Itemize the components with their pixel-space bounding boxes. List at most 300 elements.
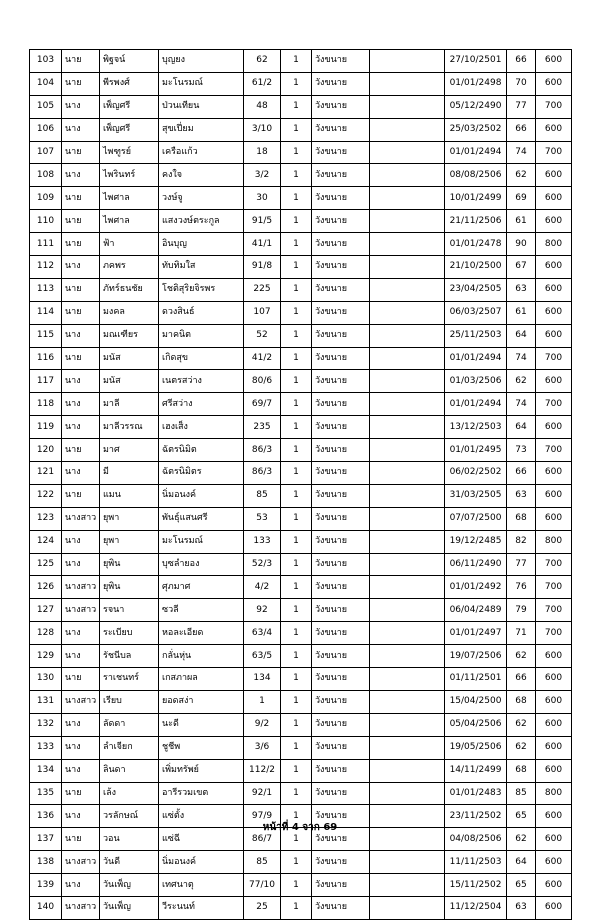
row-number: 103: [30, 50, 62, 73]
row-number: 122: [30, 484, 62, 507]
age: 65: [507, 805, 536, 828]
village-name: วังขนาย: [312, 713, 370, 736]
birth-date: 19/12/2485: [445, 530, 507, 553]
age: 66: [507, 50, 536, 73]
last-name: ป่วนเทียน: [159, 95, 244, 118]
age: 62: [507, 736, 536, 759]
birth-date: 01/01/2483: [445, 782, 507, 805]
allowance-amount: 600: [536, 759, 572, 782]
row-number: 137: [30, 828, 62, 851]
allowance-amount: 700: [536, 347, 572, 370]
row-number: 132: [30, 713, 62, 736]
village-name: วังขนาย: [312, 553, 370, 576]
last-name: เครือแก้ว: [159, 141, 244, 164]
first-name: มาศ: [100, 439, 159, 462]
last-name: เฮงเส็ง: [159, 416, 244, 439]
title-prefix: นาย: [62, 72, 100, 95]
birth-date: 06/02/2502: [445, 462, 507, 485]
blank-cell: [370, 599, 445, 622]
house-number: 91/8: [244, 256, 281, 279]
allowance-amount: 700: [536, 439, 572, 462]
title-prefix: นาง: [62, 622, 100, 645]
table-row: [30, 141, 572, 164]
title-prefix: นาง: [62, 530, 100, 553]
table-row: [30, 896, 572, 919]
title-prefix: นาง: [62, 645, 100, 668]
table-row: [30, 713, 572, 736]
age: 74: [507, 141, 536, 164]
last-name: คงใจ: [159, 164, 244, 187]
row-number: 115: [30, 324, 62, 347]
blank-cell: [370, 141, 445, 164]
last-name: ยอดสง่า: [159, 690, 244, 713]
first-name: ฟ้า: [100, 233, 159, 256]
birth-date: 10/01/2499: [445, 187, 507, 210]
house-number: 86/3: [244, 439, 281, 462]
blank-cell: [370, 782, 445, 805]
first-name: ยุพิน: [100, 576, 159, 599]
house-number: 41/1: [244, 233, 281, 256]
table-row: [30, 645, 572, 668]
allowance-amount: 700: [536, 393, 572, 416]
birth-date: 25/03/2502: [445, 118, 507, 141]
row-number: 129: [30, 645, 62, 668]
first-name: เพ็ญศรี: [100, 95, 159, 118]
village-name: วังขนาย: [312, 668, 370, 691]
last-name: กลั่นหุ่น: [159, 645, 244, 668]
blank-cell: [370, 256, 445, 279]
allowance-amount: 600: [536, 668, 572, 691]
page-number: หน้าที่ 4 จาก 69: [262, 822, 338, 833]
table-row: [30, 416, 572, 439]
title-prefix: นาย: [62, 278, 100, 301]
title-prefix: นาย: [62, 210, 100, 233]
allowance-amount: 700: [536, 599, 572, 622]
house-number: 62: [244, 50, 281, 73]
table-row: [30, 118, 572, 141]
birth-date: 01/01/2495: [445, 439, 507, 462]
village-name: วังขนาย: [312, 805, 370, 828]
moo-number: 1: [281, 393, 312, 416]
row-number: 127: [30, 599, 62, 622]
table-row: [30, 462, 572, 485]
first-name: มี: [100, 462, 159, 485]
last-name: มาคนิต: [159, 324, 244, 347]
table-row: [30, 256, 572, 279]
blank-cell: [370, 72, 445, 95]
house-number: 91/5: [244, 210, 281, 233]
birth-date: 06/03/2507: [445, 301, 507, 324]
moo-number: 1: [281, 370, 312, 393]
first-name: เล้ง: [100, 782, 159, 805]
age: 64: [507, 324, 536, 347]
moo-number: 1: [281, 645, 312, 668]
moo-number: 1: [281, 210, 312, 233]
village-name: วังขนาย: [312, 50, 370, 73]
house-number: 133: [244, 530, 281, 553]
table-row: [30, 484, 572, 507]
birth-date: 01/01/2494: [445, 347, 507, 370]
village-name: วังขนาย: [312, 828, 370, 851]
blank-cell: [370, 301, 445, 324]
moo-number: 1: [281, 782, 312, 805]
first-name: ลินดา: [100, 759, 159, 782]
row-number: 135: [30, 782, 62, 805]
moo-number: 1: [281, 622, 312, 645]
allowance-amount: 600: [536, 278, 572, 301]
row-number: 114: [30, 301, 62, 324]
blank-cell: [370, 164, 445, 187]
title-prefix: นาง: [62, 95, 100, 118]
birth-date: 15/04/2500: [445, 690, 507, 713]
age: 66: [507, 118, 536, 141]
first-name: พีรพงศ์: [100, 72, 159, 95]
age: 68: [507, 690, 536, 713]
house-number: 53: [244, 507, 281, 530]
village-name: วังขนาย: [312, 530, 370, 553]
first-name: ลัดดา: [100, 713, 159, 736]
first-name: มาลีวรรณ: [100, 416, 159, 439]
allowance-amount: 600: [536, 507, 572, 530]
title-prefix: นาย: [62, 439, 100, 462]
moo-number: 1: [281, 759, 312, 782]
last-name: นิ่มอนงค์: [159, 484, 244, 507]
title-prefix: นางสาว: [62, 896, 100, 919]
moo-number: 1: [281, 576, 312, 599]
first-name: พิฐจน์: [100, 50, 159, 73]
first-name: ยุพา: [100, 530, 159, 553]
last-name: บุญยง: [159, 50, 244, 73]
village-name: วังขนาย: [312, 347, 370, 370]
recipients-table: [29, 49, 572, 920]
allowance-amount: 600: [536, 713, 572, 736]
last-name: โชติสุริยจิรพร: [159, 278, 244, 301]
first-name: ยุพา: [100, 507, 159, 530]
first-name: รจนา: [100, 599, 159, 622]
last-name: นะดี: [159, 713, 244, 736]
allowance-amount: 600: [536, 187, 572, 210]
last-name: วงษ์จู: [159, 187, 244, 210]
moo-number: 1: [281, 462, 312, 485]
village-name: วังขนาย: [312, 462, 370, 485]
village-name: วังขนาย: [312, 72, 370, 95]
row-number: 134: [30, 759, 62, 782]
table-row: [30, 782, 572, 805]
age: 62: [507, 645, 536, 668]
first-name: มนัส: [100, 347, 159, 370]
age: 82: [507, 530, 536, 553]
blank-cell: [370, 347, 445, 370]
blank-cell: [370, 324, 445, 347]
village-name: วังขนาย: [312, 118, 370, 141]
table-row: [30, 164, 572, 187]
house-number: 18: [244, 141, 281, 164]
house-number: 52/3: [244, 553, 281, 576]
blank-cell: [370, 736, 445, 759]
row-number: 108: [30, 164, 62, 187]
table-row: [30, 95, 572, 118]
moo-number: 1: [281, 896, 312, 919]
moo-number: 1: [281, 851, 312, 874]
first-name: วันเพ็ญ: [100, 874, 159, 897]
allowance-amount: 600: [536, 896, 572, 919]
village-name: วังขนาย: [312, 599, 370, 622]
allowance-amount: 600: [536, 805, 572, 828]
house-number: 134: [244, 668, 281, 691]
allowance-amount: 600: [536, 874, 572, 897]
row-number: 118: [30, 393, 62, 416]
blank-cell: [370, 393, 445, 416]
allowance-amount: 600: [536, 210, 572, 233]
first-name: แมน: [100, 484, 159, 507]
moo-number: 1: [281, 301, 312, 324]
age: 65: [507, 874, 536, 897]
row-number: 106: [30, 118, 62, 141]
allowance-amount: 600: [536, 736, 572, 759]
title-prefix: นางสาว: [62, 576, 100, 599]
house-number: 9/2: [244, 713, 281, 736]
table-row: [30, 324, 572, 347]
blank-cell: [370, 484, 445, 507]
birth-date: 11/11/2503: [445, 851, 507, 874]
allowance-amount: 600: [536, 324, 572, 347]
birth-date: 01/01/2478: [445, 233, 507, 256]
moo-number: 1: [281, 736, 312, 759]
moo-number: 1: [281, 805, 312, 828]
first-name: มาลี: [100, 393, 159, 416]
house-number: 63/5: [244, 645, 281, 668]
birth-date: 11/12/2504: [445, 896, 507, 919]
house-number: 30: [244, 187, 281, 210]
age: 74: [507, 347, 536, 370]
moo-number: 1: [281, 118, 312, 141]
last-name: แซ่ฉี: [159, 828, 244, 851]
village-name: วังขนาย: [312, 233, 370, 256]
age: 66: [507, 462, 536, 485]
row-number: 131: [30, 690, 62, 713]
blank-cell: [370, 233, 445, 256]
moo-number: 1: [281, 278, 312, 301]
last-name: ชูชีพ: [159, 736, 244, 759]
moo-number: 1: [281, 95, 312, 118]
last-name: นิ่มอนงค์: [159, 851, 244, 874]
village-name: วังขนาย: [312, 484, 370, 507]
house-number: 86/3: [244, 462, 281, 485]
birth-date: 05/04/2506: [445, 713, 507, 736]
last-name: วีระนนท์: [159, 896, 244, 919]
birth-date: 01/01/2492: [445, 576, 507, 599]
birth-date: 19/05/2506: [445, 736, 507, 759]
allowance-amount: 600: [536, 50, 572, 73]
blank-cell: [370, 507, 445, 530]
row-number: 128: [30, 622, 62, 645]
last-name: เทศนาตุ: [159, 874, 244, 897]
blank-cell: [370, 95, 445, 118]
table-row: [30, 187, 572, 210]
birth-date: 15/11/2502: [445, 874, 507, 897]
last-name: อารีรวมเขต: [159, 782, 244, 805]
allowance-amount: 700: [536, 141, 572, 164]
village-name: วังขนาย: [312, 95, 370, 118]
last-name: สุขเปี่ยม: [159, 118, 244, 141]
house-number: 3/2: [244, 164, 281, 187]
house-number: 97/9: [244, 805, 281, 828]
house-number: 69/7: [244, 393, 281, 416]
allowance-amount: 600: [536, 828, 572, 851]
moo-number: 1: [281, 347, 312, 370]
first-name: ระเบียบ: [100, 622, 159, 645]
age: 67: [507, 256, 536, 279]
first-name: เรียบ: [100, 690, 159, 713]
allowance-amount: 700: [536, 622, 572, 645]
moo-number: 1: [281, 72, 312, 95]
first-name: เพ็ญศรี: [100, 118, 159, 141]
blank-cell: [370, 462, 445, 485]
row-number: 124: [30, 530, 62, 553]
age: 74: [507, 393, 536, 416]
last-name: ทับทิมใส: [159, 256, 244, 279]
birth-date: 01/11/2501: [445, 668, 507, 691]
table-body: [30, 50, 572, 920]
first-name: มณเฑียร: [100, 324, 159, 347]
first-name: ยุพิน: [100, 553, 159, 576]
table-row: [30, 507, 572, 530]
village-name: วังขนาย: [312, 507, 370, 530]
moo-number: 1: [281, 530, 312, 553]
birth-date: 08/08/2506: [445, 164, 507, 187]
blank-cell: [370, 874, 445, 897]
village-name: วังขนาย: [312, 439, 370, 462]
last-name: บุซลำยอง: [159, 553, 244, 576]
title-prefix: นาง: [62, 759, 100, 782]
moo-number: 1: [281, 416, 312, 439]
table-row: [30, 72, 572, 95]
table-row: [30, 553, 572, 576]
title-prefix: นาย: [62, 782, 100, 805]
table-row: [30, 736, 572, 759]
birth-date: 31/03/2505: [445, 484, 507, 507]
row-number: 107: [30, 141, 62, 164]
first-name: ภัทร์ธนชัย: [100, 278, 159, 301]
row-number: 109: [30, 187, 62, 210]
last-name: มะโนรมณ์: [159, 72, 244, 95]
table-row: [30, 301, 572, 324]
moo-number: 1: [281, 256, 312, 279]
moo-number: 1: [281, 50, 312, 73]
allowance-amount: 600: [536, 484, 572, 507]
age: 70: [507, 72, 536, 95]
blank-cell: [370, 50, 445, 73]
last-name: ฉัตรนิมิต: [159, 439, 244, 462]
allowance-amount: 700: [536, 553, 572, 576]
blank-cell: [370, 370, 445, 393]
house-number: 85: [244, 484, 281, 507]
allowance-amount: 800: [536, 782, 572, 805]
village-name: วังขนาย: [312, 736, 370, 759]
row-number: 139: [30, 874, 62, 897]
table-row: [30, 233, 572, 256]
title-prefix: นางสาว: [62, 851, 100, 874]
village-name: วังขนาย: [312, 896, 370, 919]
moo-number: 1: [281, 324, 312, 347]
table-row: [30, 347, 572, 370]
table-row: [30, 278, 572, 301]
age: 63: [507, 278, 536, 301]
table-row: [30, 599, 572, 622]
house-number: 112/2: [244, 759, 281, 782]
last-name: เกสภาผล: [159, 668, 244, 691]
house-number: 1: [244, 690, 281, 713]
first-name: ราเชนทร์: [100, 668, 159, 691]
row-number: 138: [30, 851, 62, 874]
blank-cell: [370, 622, 445, 645]
birth-date: 25/11/2503: [445, 324, 507, 347]
house-number: 25: [244, 896, 281, 919]
table-row: [30, 874, 572, 897]
village-name: วังขนาย: [312, 393, 370, 416]
allowance-amount: 600: [536, 645, 572, 668]
blank-cell: [370, 759, 445, 782]
first-name: ไพรินทร์: [100, 164, 159, 187]
blank-cell: [370, 439, 445, 462]
moo-number: 1: [281, 141, 312, 164]
age: 61: [507, 301, 536, 324]
village-name: วังขนาย: [312, 370, 370, 393]
birth-date: 19/07/2506: [445, 645, 507, 668]
last-name: พันธุ์แสนศรี: [159, 507, 244, 530]
birth-date: 13/12/2503: [445, 416, 507, 439]
village-name: วังขนาย: [312, 278, 370, 301]
village-name: วังขนาย: [312, 416, 370, 439]
age: 79: [507, 599, 536, 622]
title-prefix: นางสาว: [62, 599, 100, 622]
row-number: 112: [30, 256, 62, 279]
moo-number: 1: [281, 233, 312, 256]
table-row: [30, 851, 572, 874]
table-row: [30, 668, 572, 691]
age: 68: [507, 507, 536, 530]
village-name: วังขนาย: [312, 301, 370, 324]
house-number: 3/6: [244, 736, 281, 759]
village-name: วังขนาย: [312, 164, 370, 187]
last-name: แซ่ตั้ง: [159, 805, 244, 828]
title-prefix: นาง: [62, 736, 100, 759]
last-name: เพิ่มทรัพย์: [159, 759, 244, 782]
last-name: ศุภมาศ: [159, 576, 244, 599]
age: 71: [507, 622, 536, 645]
moo-number: 1: [281, 690, 312, 713]
age: 63: [507, 896, 536, 919]
title-prefix: นาง: [62, 324, 100, 347]
title-prefix: นาง: [62, 462, 100, 485]
age: 62: [507, 164, 536, 187]
birth-date: 01/01/2498: [445, 72, 507, 95]
house-number: 48: [244, 95, 281, 118]
village-name: วังขนาย: [312, 256, 370, 279]
last-name: หอละเอียด: [159, 622, 244, 645]
birth-date: 01/03/2506: [445, 370, 507, 393]
last-name: ดวงสินธ์: [159, 301, 244, 324]
birth-date: 06/11/2490: [445, 553, 507, 576]
allowance-amount: 800: [536, 233, 572, 256]
title-prefix: นาง: [62, 713, 100, 736]
title-prefix: นาง: [62, 164, 100, 187]
age: 68: [507, 759, 536, 782]
house-number: 77/10: [244, 874, 281, 897]
title-prefix: นาย: [62, 141, 100, 164]
table-row: [30, 50, 572, 73]
birth-date: 01/01/2494: [445, 141, 507, 164]
